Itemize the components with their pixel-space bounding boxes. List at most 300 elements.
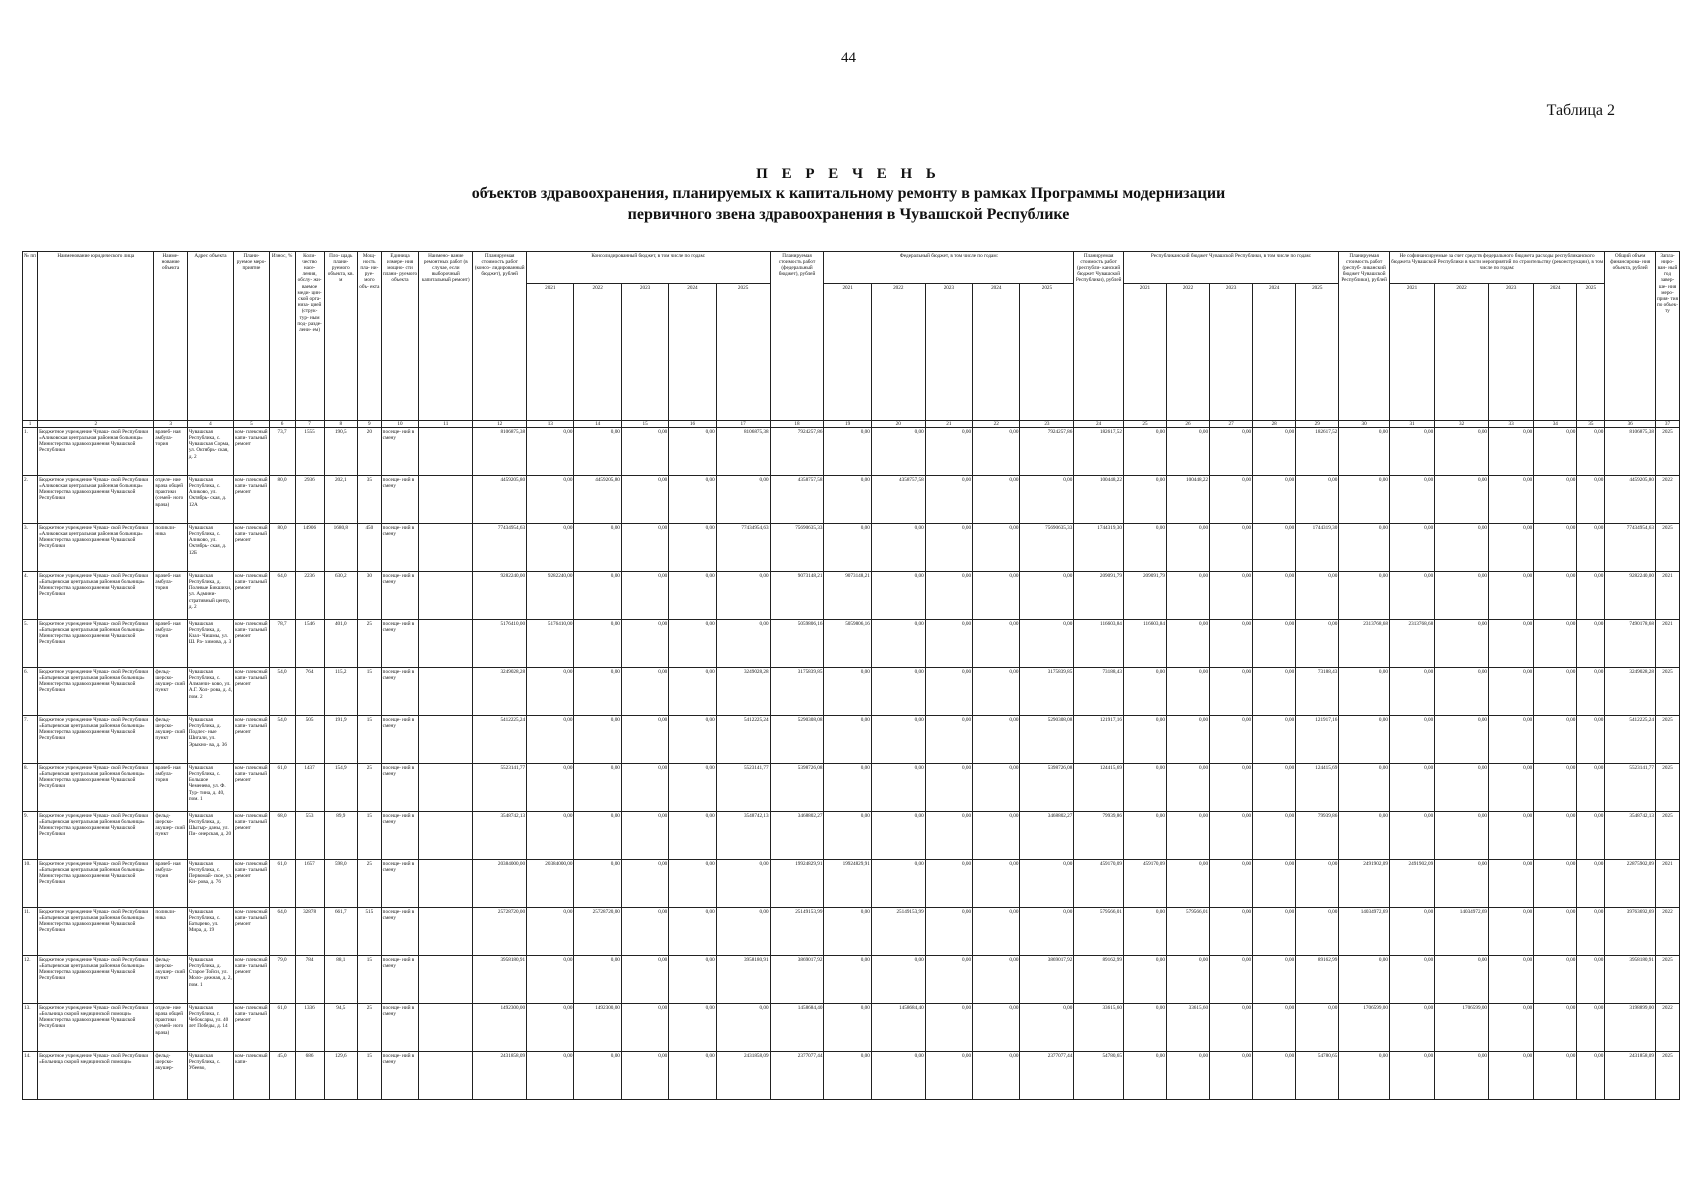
- cell-repair-works: [419, 524, 473, 572]
- cell-amount-fed: 3175839,85: [1020, 668, 1074, 716]
- document-title: П Е Р Е Ч Е Н Ь: [756, 166, 941, 182]
- header-object-name: Наиме- нование объекта: [154, 252, 187, 421]
- cell-amount-rep: 0,00: [1210, 476, 1253, 524]
- cell-amount-fed: 0,00: [824, 764, 871, 812]
- cell-amount-rep: 73188,43: [1074, 668, 1124, 716]
- cell-amount-cons: 0,00: [716, 476, 770, 524]
- cell-planned-measure: ком- плексный капи- тальный ремонт: [234, 716, 270, 764]
- cell-capacity: 30: [357, 572, 381, 620]
- cell-amount-nonco: 0,00: [1577, 428, 1605, 476]
- cell-area: 661,7: [324, 908, 357, 956]
- cell-amount-nonco: 0,00: [1339, 716, 1390, 764]
- cell-amount-cons: 5176410,00: [527, 620, 574, 668]
- cell-amount-rep: 0,00: [1296, 572, 1339, 620]
- table-row: [23, 764, 1680, 812]
- cell-amount-rep: 0,00: [1210, 572, 1253, 620]
- cell-amount-cons: 0,00: [669, 668, 716, 716]
- cell-amount-cons: 0,00: [574, 620, 621, 668]
- cell-amount-fed: 0,00: [1020, 476, 1074, 524]
- cell-amount-fed: 0,00: [824, 1052, 871, 1100]
- cell-wear: 80,0: [269, 476, 295, 524]
- cell-wear: 79,0: [269, 956, 295, 1004]
- page-number: 44: [841, 50, 856, 66]
- cell-population: 14906: [295, 524, 324, 572]
- cell-amount-cons: 0,00: [574, 716, 621, 764]
- cell-capacity-unit: посеще- ний в смену: [381, 1004, 419, 1052]
- cell-amount-fed: 0,00: [871, 668, 925, 716]
- cell-area: 129,6: [324, 1052, 357, 1100]
- cell-amount-nonco: 0,00: [1389, 1004, 1434, 1052]
- cell-amount-cons: 0,00: [669, 620, 716, 668]
- cell-amount-fed: 0,00: [925, 716, 972, 764]
- cell-area: 401,0: [324, 620, 357, 668]
- table-row: [23, 428, 1680, 476]
- cell-planned-measure: ком- плексный капи- тальный ремонт: [234, 860, 270, 908]
- cell-amount-nonco: 0,00: [1577, 764, 1605, 812]
- column-number-cell: 22: [973, 421, 1020, 428]
- cell-amount-rep: 0,00: [1253, 716, 1296, 764]
- cell-amount-cons: 5412225,24: [473, 716, 527, 764]
- cell-legal-entity: Бюджетное учреждение Чуваш- ской Республики «Батыревская центральная районная больница» Министерства здравоохранения Чувашской Республики: [38, 716, 154, 764]
- column-number-cell: 7: [295, 421, 324, 428]
- cell-amount-rep: 116603,84: [1123, 620, 1166, 668]
- cell-planned-measure: ком- плексный капи- тальный ремонт: [234, 524, 270, 572]
- cell-row-number: 6.: [23, 668, 38, 716]
- cell-amount-cons: 9282240,00: [473, 572, 527, 620]
- header-capacity-unit: Единица измере- ния мощно- сти плани- руемого объекта: [381, 252, 419, 421]
- cell-amount-nonco: 0,00: [1339, 428, 1390, 476]
- cell-amount-cons: 0,00: [527, 524, 574, 572]
- cell-amount-fed: 0,00: [871, 524, 925, 572]
- cell-amount-cons: 25728720,00: [473, 908, 527, 956]
- header-cost-republican-2: Планируемая стоимость работ (респуб- ликанский бюджет Чувашской Республики), рублей: [1339, 252, 1390, 421]
- cell-amount-fed: 0,00: [925, 572, 972, 620]
- cell-amount-rep: 459170,09: [1074, 860, 1124, 908]
- cell-amount-fed: 7924257,86: [770, 428, 824, 476]
- cell-legal-entity: Бюджетное учреждение Чуваш- ской Республики «Батыревская центральная районная больница» Министерства здравоохранения Чувашской Республики: [38, 764, 154, 812]
- header-republican-group: Республиканский бюджет Чувашской Республики, в том числе по годам:: [1123, 252, 1338, 284]
- cell-capacity: 25: [357, 1004, 381, 1052]
- cell-amount-fed: 0,00: [871, 1052, 925, 1100]
- cell-amount-fed: 3869017,92: [1020, 956, 1074, 1004]
- cell-capacity-unit: посеще- ний в смену: [381, 620, 419, 668]
- cell-amount-rep: 0,00: [1166, 1052, 1209, 1100]
- cell-amount-fed: 0,00: [973, 476, 1020, 524]
- column-number-cell: 3: [154, 421, 187, 428]
- column-number-cell: 6: [269, 421, 295, 428]
- cell-amount-rep: 0,00: [1210, 668, 1253, 716]
- cell-amount-cons: 0,00: [621, 716, 668, 764]
- cell-planned-measure: ком- плексный капи- тальный ремонт: [234, 476, 270, 524]
- cell-amount-fed: 0,00: [871, 620, 925, 668]
- cell-amount-rep: 0,00: [1166, 668, 1209, 716]
- cell-amount-cons: 0,00: [527, 428, 574, 476]
- cell-amount-nonco: 14034972,69: [1435, 908, 1489, 956]
- cell-amount-fed: 0,00: [871, 812, 925, 860]
- cell-capacity-unit: посеще- ний в смену: [381, 1052, 419, 1100]
- cell-capacity-unit: посеще- ний в смену: [381, 476, 419, 524]
- cell-amount-cons: 0,00: [527, 716, 574, 764]
- cell-capacity: 25: [357, 860, 381, 908]
- cell-total: 3548742,13: [1605, 812, 1656, 860]
- cell-amount-nonco: 2491902,09: [1389, 860, 1434, 908]
- cell-amount-rep: 54780,65: [1074, 1052, 1124, 1100]
- cell-amount-rep: 0,00: [1123, 764, 1166, 812]
- cell-amount-rep: 0,00: [1123, 956, 1166, 1004]
- cell-amount-cons: 1492300,00: [473, 1004, 527, 1052]
- cell-amount-rep: 0,00: [1123, 716, 1166, 764]
- cell-amount-nonco: 0,00: [1435, 476, 1489, 524]
- cell-amount-rep: 0,00: [1296, 476, 1339, 524]
- cell-amount-cons: 0,00: [574, 668, 621, 716]
- cell-amount-fed: 0,00: [1020, 860, 1074, 908]
- cell-amount-rep: 0,00: [1253, 1004, 1296, 1052]
- cell-amount-nonco: 0,00: [1435, 812, 1489, 860]
- cell-repair-works: [419, 812, 473, 860]
- cell-amount-fed: 0,00: [925, 956, 972, 1004]
- cell-amount-nonco: 0,00: [1435, 428, 1489, 476]
- cell-population: 1437: [295, 764, 324, 812]
- cell-amount-cons: 25728720,00: [574, 908, 621, 956]
- cell-total: 3249028,28: [1605, 668, 1656, 716]
- cell-capacity: 15: [357, 1052, 381, 1100]
- header-population: Коли- чество насе- ления, обслу- жи- ваемое меди- цин- ской орга- низа- цией (струк- тур- ным под- разде- лени- ем): [295, 252, 324, 421]
- header-year-cell: 2023: [1210, 284, 1253, 421]
- cell-amount-nonco: 0,00: [1339, 956, 1390, 1004]
- cell-amount-nonco: 0,00: [1489, 524, 1534, 572]
- header-area: Пло- щадь плани- руемого объекта, кв. м: [324, 252, 357, 421]
- column-number-cell: 33: [1489, 421, 1534, 428]
- cell-amount-nonco: 0,00: [1577, 668, 1605, 716]
- column-number-cell: 21: [925, 421, 972, 428]
- cell-amount-cons: 3548742,13: [473, 812, 527, 860]
- column-number-cell: 20: [871, 421, 925, 428]
- cell-population: 1546: [295, 620, 324, 668]
- table-row: [23, 812, 1680, 860]
- cell-address: Чувашская Республика, с. Алманчи- ково, ул. А.Г. Хол- рова, д. 4, пом. 2: [187, 668, 233, 716]
- cell-amount-fed: 0,00: [925, 812, 972, 860]
- cell-amount-nonco: 0,00: [1489, 908, 1534, 956]
- cell-capacity: 15: [357, 956, 381, 1004]
- cell-address: Чувашская Республика, д. Подлес- ные Шигали, ул. Эрыкно- ва, д. 36: [187, 716, 233, 764]
- cell-amount-rep: 0,00: [1210, 1004, 1253, 1052]
- cell-amount-cons: 0,00: [621, 956, 668, 1004]
- cell-planned-measure: ком- плексный капи-: [234, 1052, 270, 1100]
- cell-amount-cons: 77434954,63: [716, 524, 770, 572]
- cell-row-number: 4.: [23, 572, 38, 620]
- table-row: [23, 620, 1680, 668]
- header-year-cell: 2024: [1253, 284, 1296, 421]
- cell-completion-year: 2021: [1655, 572, 1679, 620]
- cell-wear: 45,0: [269, 1052, 295, 1100]
- cell-amount-rep: 182617,52: [1074, 428, 1124, 476]
- header-cost-republican: Планируемая стоимость работ (республи- канский бюджет Чувашской Республики), рублей: [1074, 252, 1124, 421]
- cell-amount-rep: 0,00: [1210, 716, 1253, 764]
- cell-amount-rep: 33615,60: [1166, 1004, 1209, 1052]
- column-number-cell: 32: [1435, 421, 1489, 428]
- cell-amount-fed: 0,00: [824, 1004, 871, 1052]
- cell-amount-cons: 0,00: [669, 716, 716, 764]
- header-non-cofinanced-group: Не софинансируемые за счет средств федерального бюджета расходы республиканского бюджета Чувашской Республики в части мероприятий по строительству (реконструкции), в том числе по годам:: [1389, 252, 1604, 284]
- cell-amount-rep: 79939,86: [1296, 812, 1339, 860]
- cell-amount-nonco: 0,00: [1339, 764, 1390, 812]
- cell-legal-entity: Бюджетное учреждение Чуваш- ской Республики «Батыревская центральная районная больница» Министерства здравоохранения Чувашской Республики: [38, 668, 154, 716]
- cell-amount-nonco: 0,00: [1489, 476, 1534, 524]
- cell-amount-cons: 5412225,24: [716, 716, 770, 764]
- cell-legal-entity: Бюджетное учреждение Чуваш- ской Республики «Батыревская центральная районная больница» Министерства здравоохранения Чувашской Республики: [38, 860, 154, 908]
- cell-population: 764: [295, 668, 324, 716]
- cell-amount-cons: 5523141,77: [473, 764, 527, 812]
- cell-amount-cons: 0,00: [621, 1004, 668, 1052]
- cell-amount-nonco: 0,00: [1534, 572, 1577, 620]
- column-number-cell: 24: [1074, 421, 1124, 428]
- cell-amount-rep: 124415,69: [1296, 764, 1339, 812]
- cell-amount-nonco: 1706599,00: [1435, 1004, 1489, 1052]
- cell-amount-cons: 77434954,63: [473, 524, 527, 572]
- cell-repair-works: [419, 956, 473, 1004]
- cell-area: 191,9: [324, 716, 357, 764]
- cell-amount-cons: 0,00: [716, 572, 770, 620]
- cell-amount-nonco: 0,00: [1577, 476, 1605, 524]
- header-year-cell: 2025: [1020, 284, 1074, 421]
- header-year-cell: 2023: [925, 284, 972, 421]
- header-capacity: Мощ- ность пла- ни- руе- мого объ- екта: [357, 252, 381, 421]
- cell-completion-year: 2022: [1655, 1004, 1679, 1052]
- cell-amount-fed: 0,00: [1020, 620, 1074, 668]
- cell-amount-fed: 0,00: [871, 428, 925, 476]
- cell-total: 3198899,00: [1605, 1004, 1656, 1052]
- cell-amount-rep: 209091,79: [1074, 572, 1124, 620]
- cell-amount-cons: 0,00: [716, 620, 770, 668]
- cell-amount-cons: 2431858,09: [716, 1052, 770, 1100]
- cell-area: 88,1: [324, 956, 357, 1004]
- cell-amount-fed: 25149153,99: [871, 908, 925, 956]
- cell-amount-nonco: 2491902,09: [1339, 860, 1390, 908]
- cell-amount-fed: 25149153,99: [770, 908, 824, 956]
- cell-amount-fed: 0,00: [925, 860, 972, 908]
- cell-completion-year: 2025: [1655, 716, 1679, 764]
- cell-area: 89,9: [324, 812, 357, 860]
- cell-amount-rep: 0,00: [1253, 572, 1296, 620]
- cell-legal-entity: Бюджетное учреждение Чуваш- ской Республики «Батыревская центральная районная больница» Министерства здравоохранения Чувашской Республики: [38, 572, 154, 620]
- cell-repair-works: [419, 476, 473, 524]
- cell-legal-entity: Бюджетное учреждение Чуваш- ской Республики «Больница скорой медицинской помощи» Министерства здравоохранения Чувашской Республики: [38, 1004, 154, 1052]
- cell-total: 5523141,77: [1605, 764, 1656, 812]
- cell-amount-cons: 0,00: [574, 764, 621, 812]
- cell-population: 1555: [295, 428, 324, 476]
- cell-planned-measure: ком- плексный капи- тальный ремонт: [234, 764, 270, 812]
- column-number-cell: 16: [669, 421, 716, 428]
- cell-address: Чувашская Республика, с. Чувашская Сорма, ул. Октябрь- ская, д. 2: [187, 428, 233, 476]
- cell-address: Чувашская Республика, с. Аликово, ул. Октябрь- ская, д. 12Б: [187, 524, 233, 572]
- cell-amount-fed: 0,00: [1020, 572, 1074, 620]
- cell-amount-cons: 0,00: [621, 620, 668, 668]
- table-row: [23, 716, 1680, 764]
- cell-amount-nonco: 0,00: [1435, 956, 1489, 1004]
- cell-address: Чувашская Республика, с. Батырево, ул. Мира, д. 19: [187, 908, 233, 956]
- cell-amount-rep: 0,00: [1253, 428, 1296, 476]
- cell-wear: 64,0: [269, 908, 295, 956]
- cell-amount-nonco: 0,00: [1577, 1052, 1605, 1100]
- cell-amount-nonco: 0,00: [1577, 524, 1605, 572]
- cell-amount-cons: 0,00: [716, 860, 770, 908]
- cell-amount-nonco: 0,00: [1389, 1052, 1434, 1100]
- cell-amount-nonco: 0,00: [1577, 812, 1605, 860]
- cell-amount-nonco: 0,00: [1435, 860, 1489, 908]
- cell-amount-nonco: 0,00: [1389, 908, 1434, 956]
- cell-area: 115,2: [324, 668, 357, 716]
- cell-amount-rep: 0,00: [1253, 908, 1296, 956]
- cell-amount-cons: 0,00: [621, 668, 668, 716]
- cell-capacity-unit: посеще- ний в смену: [381, 524, 419, 572]
- cell-repair-works: [419, 1052, 473, 1100]
- cell-wear: 68,0: [269, 812, 295, 860]
- column-number-cell: 2: [38, 421, 154, 428]
- header-year-cell: 2022: [574, 284, 621, 421]
- cell-amount-fed: 0,00: [973, 668, 1020, 716]
- table-row: [23, 1052, 1680, 1100]
- cell-capacity: 25: [357, 764, 381, 812]
- cell-amount-cons: 0,00: [621, 428, 668, 476]
- cell-address: Чувашская Республика, с. Первомай- ское, ул. Ки- рова, д. 76: [187, 860, 233, 908]
- cell-amount-nonco: 0,00: [1534, 812, 1577, 860]
- cell-amount-fed: 0,00: [925, 908, 972, 956]
- cell-capacity: 25: [357, 620, 381, 668]
- cell-amount-fed: 0,00: [973, 812, 1020, 860]
- cell-address: Чувашская Республика, с. Большое Чеменево, ул. Ф. Тур- тина, д. 40, пом. 1: [187, 764, 233, 812]
- cell-amount-cons: 0,00: [621, 764, 668, 812]
- cell-amount-cons: 4459205,80: [473, 476, 527, 524]
- column-number-cell: 25: [1123, 421, 1166, 428]
- cell-total: 2431858,09: [1605, 1052, 1656, 1100]
- column-number-cell: 28: [1253, 421, 1296, 428]
- cell-amount-fed: 5059806,16: [824, 620, 871, 668]
- cell-amount-cons: 0,00: [669, 908, 716, 956]
- cell-object-name: врачеб- ная амбула- тория: [154, 764, 187, 812]
- cell-amount-nonco: 0,00: [1577, 908, 1605, 956]
- column-number-cell: 4: [187, 421, 233, 428]
- cell-amount-rep: 0,00: [1166, 860, 1209, 908]
- cell-amount-rep: 0,00: [1253, 860, 1296, 908]
- cell-capacity-unit: посеще- ний в смену: [381, 572, 419, 620]
- table-row: [23, 956, 1680, 1004]
- cell-amount-rep: 0,00: [1253, 956, 1296, 1004]
- column-number-cell: 9: [357, 421, 381, 428]
- cell-object-name: отделе- ние врача общей практики (семей- ного врача): [154, 1004, 187, 1052]
- cell-object-name: фельд- шерско- акушер- ский пункт: [154, 956, 187, 1004]
- cell-amount-rep: 116603,84: [1074, 620, 1124, 668]
- cell-amount-fed: 5398726,08: [1020, 764, 1074, 812]
- cell-amount-nonco: 0,00: [1339, 572, 1390, 620]
- cell-amount-cons: 0,00: [669, 860, 716, 908]
- cell-amount-cons: 9282240,00: [527, 572, 574, 620]
- cell-amount-nonco: 0,00: [1389, 428, 1434, 476]
- cell-amount-rep: 0,00: [1210, 524, 1253, 572]
- cell-amount-fed: 5398726,08: [770, 764, 824, 812]
- header-planned-measure: Плани- руемое меро- приятие: [234, 252, 270, 421]
- cell-capacity: 15: [357, 812, 381, 860]
- cell-amount-rep: 0,00: [1123, 908, 1166, 956]
- cell-amount-rep: 121917,16: [1074, 716, 1124, 764]
- header-wear: Износ, %: [269, 252, 295, 421]
- cell-completion-year: 2025: [1655, 668, 1679, 716]
- cell-amount-cons: 0,00: [669, 812, 716, 860]
- cell-amount-fed: 3468802,27: [1020, 812, 1074, 860]
- cell-amount-rep: 0,00: [1166, 956, 1209, 1004]
- column-number-cell: 26: [1166, 421, 1209, 428]
- cell-population: 32878: [295, 908, 324, 956]
- cell-amount-fed: 0,00: [824, 524, 871, 572]
- cell-amount-cons: 5523141,77: [716, 764, 770, 812]
- cell-amount-cons: 4459205,80: [574, 476, 621, 524]
- cell-amount-rep: 124415,69: [1074, 764, 1124, 812]
- table-row: [23, 572, 1680, 620]
- cell-capacity: 515: [357, 908, 381, 956]
- cell-amount-cons: 0,00: [574, 1052, 621, 1100]
- header-num: № пп: [23, 252, 38, 421]
- cell-amount-rep: 0,00: [1123, 812, 1166, 860]
- cell-planned-measure: ком- плексный капи- тальный ремонт: [234, 428, 270, 476]
- cell-amount-rep: 0,00: [1253, 620, 1296, 668]
- table-row: [23, 908, 1680, 956]
- cell-planned-measure: ком- плексный капи- тальный ремонт: [234, 668, 270, 716]
- cell-amount-cons: 0,00: [716, 908, 770, 956]
- cell-repair-works: [419, 764, 473, 812]
- cell-capacity-unit: посеще- ний в смену: [381, 668, 419, 716]
- cell-area: 630,2: [324, 572, 357, 620]
- table-body: [23, 428, 1680, 1100]
- cell-amount-rep: 0,00: [1210, 428, 1253, 476]
- cell-amount-rep: 579566,01: [1166, 908, 1209, 956]
- cell-object-name: врачеб- ная амбула- тория: [154, 620, 187, 668]
- cell-amount-fed: 1458684,40: [770, 1004, 824, 1052]
- cell-amount-nonco: 0,00: [1339, 668, 1390, 716]
- cell-amount-rep: 89162,99: [1296, 956, 1339, 1004]
- cell-amount-nonco: 0,00: [1389, 716, 1434, 764]
- cell-amount-fed: 7924257,86: [1020, 428, 1074, 476]
- cell-population: 686: [295, 1052, 324, 1100]
- cell-capacity-unit: посеще- ний в смену: [381, 860, 419, 908]
- cell-amount-fed: 9073148,21: [824, 572, 871, 620]
- cell-legal-entity: Бюджетное учреждение Чуваш- ской Республики «Батыревская центральная районная больница» Министерства здравоохранения Чувашской Республики: [38, 956, 154, 1004]
- cell-planned-measure: ком- плексный капи- тальный ремонт: [234, 908, 270, 956]
- column-number-cell: 37: [1655, 421, 1679, 428]
- cell-amount-cons: 3249028,28: [473, 668, 527, 716]
- cell-row-number: 8.: [23, 764, 38, 812]
- header-year-cell: 2024: [669, 284, 716, 421]
- cell-amount-fed: 0,00: [824, 428, 871, 476]
- cell-amount-rep: 0,00: [1210, 1052, 1253, 1100]
- cell-total: 39763692,69: [1605, 908, 1656, 956]
- cell-amount-nonco: 0,00: [1489, 956, 1534, 1004]
- cell-object-name: врачеб- ная амбула- тория: [154, 572, 187, 620]
- cell-amount-cons: 20384000,00: [527, 860, 574, 908]
- cell-amount-nonco: 0,00: [1489, 668, 1534, 716]
- header-repair-works: Наимено- вание ремонтных работ (в случае, если выборочный капитальный ремонт): [419, 252, 473, 421]
- cell-amount-fed: 0,00: [824, 956, 871, 1004]
- column-number-cell: 29: [1296, 421, 1339, 428]
- table-row: [23, 668, 1680, 716]
- cell-amount-fed: 0,00: [973, 1004, 1020, 1052]
- cell-completion-year: 2025: [1655, 1052, 1679, 1100]
- column-number-cell: 31: [1389, 421, 1434, 428]
- column-number-cell: 23: [1020, 421, 1074, 428]
- cell-amount-fed: 0,00: [824, 812, 871, 860]
- cell-row-number: 13.: [23, 1004, 38, 1052]
- cell-total: 5412225,24: [1605, 716, 1656, 764]
- cell-address: Чувашская Республика, г. Чебоксары, ул. 40 лет Победы, д. 14: [187, 1004, 233, 1052]
- cell-capacity: 15: [357, 668, 381, 716]
